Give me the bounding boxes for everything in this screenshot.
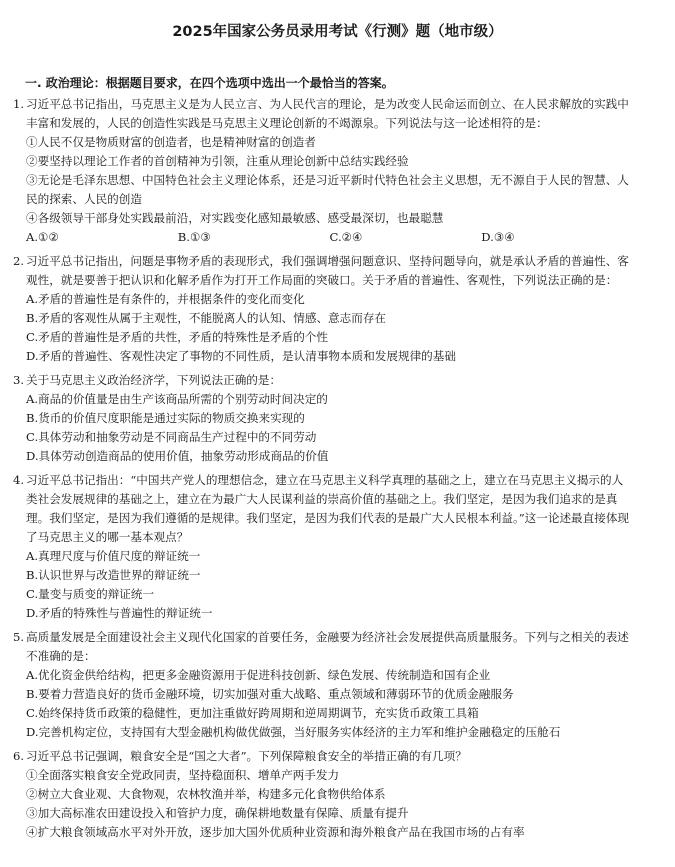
question-4 xyxy=(13,471,633,623)
question-text: 习近平总书记指出，问题是事物矛盾的表现形式，我们强调增强问题意识、坚持问题导向，就是承认矛盾的普遍性、客观性，就是要善于把认识和化解矛盾作为打开工作局面的突破口。关于矛盾的普遍性、客观性，下列说法正确的是： xyxy=(26,254,629,287)
option-a: A.①② xyxy=(26,230,59,244)
question-stem xyxy=(13,628,633,666)
statement: ①人民不仅是物质财富的创造者，也是精神财富的创造者 xyxy=(26,135,316,149)
questions-body xyxy=(13,95,633,847)
question-text: 高质量发展是全面建设社会主义现代化国家的首要任务，金融要为经济社会发展提供高质量服务。下列与之相关的表述不准确的是： xyxy=(26,630,629,663)
statement: ④各级领导干部身处实践最前沿，对实践变化感知最敏感、感受最深切，也最聪慧 xyxy=(26,211,444,225)
question-text: 关于马克思主义政治经济学，下列说法正确的是： xyxy=(26,373,282,387)
statement: ①全面落实粮食安全党政同责，坚持稳面积、增单产两手发力 xyxy=(26,768,340,782)
question-3 xyxy=(13,371,633,466)
option-d: D.矛盾的特殊性与普遍性的辩证统一 xyxy=(26,606,213,620)
statement: ③无论是毛泽东思想、中国特色社会主义理论体系，还是习近平新时代特色社会主义思想，无不源自于人民的智慧、人民的探索、人民的创造 xyxy=(26,173,629,206)
question-stem xyxy=(13,471,633,547)
option-d: D.矛盾的普遍性、客观性决定了事物的不同性质，是认清事物本质和发展规律的基础 xyxy=(26,349,456,363)
question-stem xyxy=(13,371,633,390)
question-number: 1. xyxy=(13,97,25,111)
option-b: B.货币的价值尺度职能是通过实际的物质交换来实现的 xyxy=(26,411,305,425)
option-c: C.矛盾的普遍性是矛盾的共性，矛盾的特殊性是矛盾的个性 xyxy=(26,330,328,344)
question-5 xyxy=(13,628,633,742)
option-a: A.优化资金供给结构，把更多金融资源用于促进科技创新、绿色发展、传统制造和国有企业 xyxy=(26,668,491,682)
page-title: 2025年国家公务员录用考试《行测》题（地市级） xyxy=(172,24,503,40)
option-c: C.量变与质变的辩证统一 xyxy=(26,587,155,601)
question-number: 2. xyxy=(13,254,25,268)
question-text: 习近平总书记指出，马克思主义是为人民立言、为人民代言的理论，是为改变人民命运而创立、在人民求解放的实践中丰富和发展的，人民的创造性实践是马克思主义理论创新的不竭源泉。下列说法与这一论述相符的是： xyxy=(26,97,629,130)
option-b: B.认识世界与改造世界的辩证统一 xyxy=(26,568,201,582)
statement: ④扩大粮食领域高水平对外开放，逐步加大国外优质种业资源和海外粮食产品在我国市场的占有率 xyxy=(26,825,525,839)
question-number: 6. xyxy=(13,749,25,763)
option-d: D.完善机构定位，支持国有大型金融机构做优做强，当好服务实体经济的主力军和维护金融稳定的压舱石 xyxy=(26,725,561,739)
option-grid xyxy=(13,547,633,623)
question-1 xyxy=(13,95,633,247)
statement: ②要坚持以理论工作者的首创精神为引领，注重从理论创新中总结实践经验 xyxy=(26,154,409,168)
question-number: 3. xyxy=(13,373,25,387)
statement: ③加大高标准农田建设投入和管护力度，确保耕地数量有保障、质量有提升 xyxy=(26,806,409,820)
question-number: 4. xyxy=(13,473,25,487)
question-number: 5. xyxy=(13,630,25,644)
question-stem xyxy=(13,95,633,133)
option-row xyxy=(13,228,633,247)
option-b: B.矛盾的客观性从属于主观性，不能脱离人的认知、情感、意志而存在 xyxy=(26,311,387,325)
option-a: A.矛盾的普遍性是有条件的，并根据条件的变化而变化 xyxy=(26,292,305,306)
question-stem xyxy=(13,252,633,290)
option-a: A.真理尺度与价值尺度的辩证统一 xyxy=(26,549,201,563)
statement: ②树立大食业观、大食物观，农林牧渔并举，构建多元化食物供给体系 xyxy=(26,787,386,801)
option-c: C.具体劳动和抽象劳动是不同商品生产过程中的不同劳动 xyxy=(26,430,317,444)
option-b: B.要着力营造良好的货币金融环境，切实加强对重大战略、重点领域和薄弱环节的优质金融服务 xyxy=(26,687,514,701)
question-2 xyxy=(13,252,633,366)
question-stem xyxy=(13,747,633,766)
option-d: D.③④ xyxy=(481,230,515,244)
question-text: 习近平总书记强调，粮食安全是“国之大者”。下列保障粮食安全的举措正确的有几项？ xyxy=(26,749,467,763)
option-a: A.商品的价值量是由生产该商品所需的个别劳动时间决定的 xyxy=(26,392,328,406)
section-heading: 一. 政治理论：根据题目要求，在四个选项中选出一个最恰当的答案。 xyxy=(25,76,394,90)
option-d: D.具体劳动创造商品的使用价值，抽象劳动形成商品的价值 xyxy=(26,449,329,463)
question-6 xyxy=(13,747,633,842)
option-b: B.①③ xyxy=(177,230,211,244)
option-c: C.始终保持货币政策的稳健性，更加注重做好跨周期和逆周期调节，充实货币政策工具箱 xyxy=(26,706,479,720)
option-c: C.②④ xyxy=(329,230,363,244)
question-text: 习近平总书记指出：“中国共产党人的理想信念，建立在马克思主义科学真理的基础之上，建立在马克思主义揭示的人类社会发展规律的基础之上，建立在为最广大人民谋利益的崇高价值的基础之上。我们坚定，是因为我们追求的是真理。我们坚定，是因为我们遵循的是规律。我们坚定，是因为我们代表的是最广大人民根本利益。”这一论述最直接体现了马克思主义的哪一基本观点？ xyxy=(26,473,630,544)
